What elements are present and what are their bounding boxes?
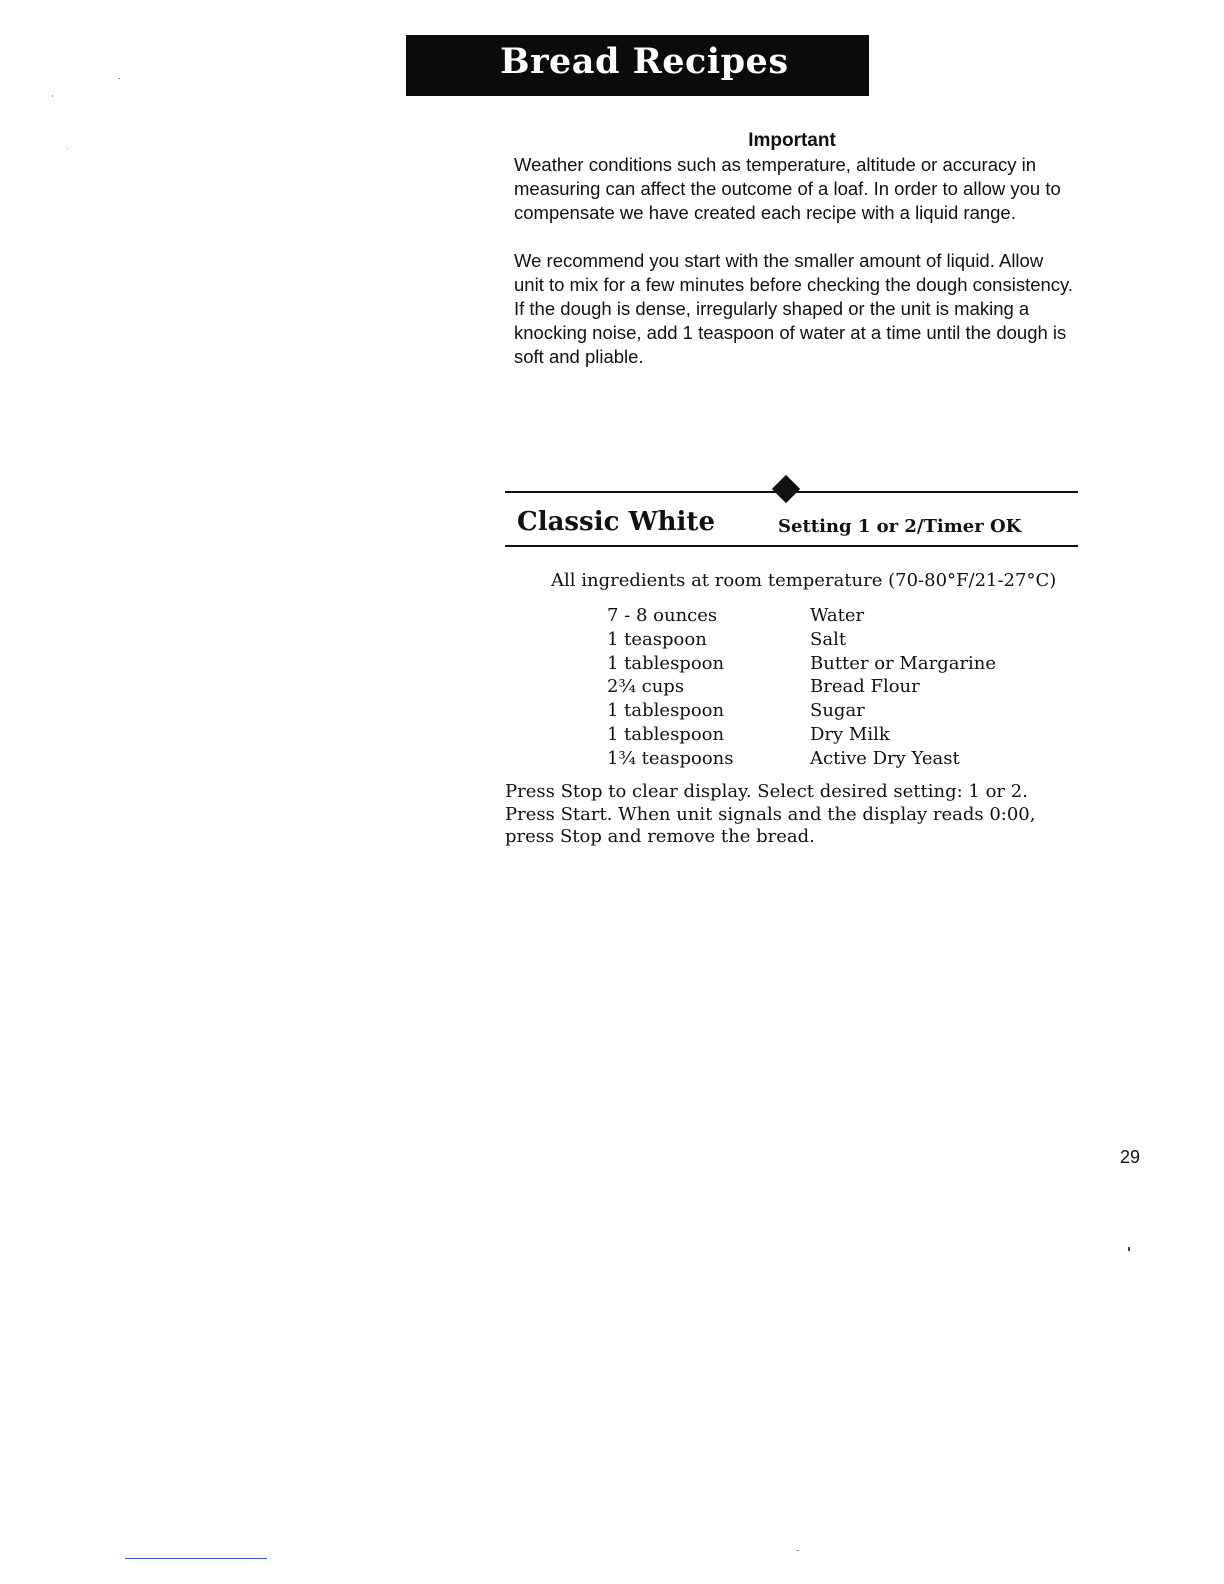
ingredient-quantity: 1¾ teaspoons <box>607 747 734 769</box>
page-number: 29 <box>1120 1147 1141 1167</box>
scan-speck <box>67 148 68 149</box>
ingredient-quantity: 1 tablespoon <box>607 700 725 722</box>
ingredient-name: Bread Flour <box>810 676 920 698</box>
important-heading: Important <box>748 130 836 151</box>
recipe-instructions: Press Stop to clear display. Select desired setting: 1 or 2. Press Start. When unit signals and the display reads 0:00, press Stop and remove the bread. <box>505 781 1036 847</box>
room-temperature-note: All ingredients at room temperature (70-80°F/21-27°C) <box>551 570 1057 591</box>
ingredient-row <box>607 628 1067 652</box>
diamond-icon <box>772 475 800 503</box>
ingredient-quantity: 1 teaspoon <box>607 628 707 650</box>
ingredient-row <box>607 652 1067 676</box>
ingredient-name: Dry Milk <box>810 723 890 745</box>
footer-rule <box>125 1558 267 1559</box>
divider <box>505 545 1078 547</box>
ingredient-row <box>607 675 1067 699</box>
ingredient-name: Sugar <box>810 700 865 722</box>
scan-speck <box>118 78 120 79</box>
ingredient-row <box>607 723 1067 747</box>
ingredient-quantity: 2¾ cups <box>607 676 685 698</box>
ingredient-name: Active Dry Yeast <box>810 747 960 769</box>
important-paragraph: We recommend you start with the smaller amount of liquid. Allow unit to mix for a few minutes before checking the dough consistency. If the dough is dense, irregularly shaped or the unit is making a knocking noise, add 1 teaspoon of water at a time until the dough is soft and pliable. <box>514 250 1074 367</box>
ingredient-quantity: 7 - 8 ounces <box>607 605 718 626</box>
ingredient-row <box>607 747 1067 771</box>
ingredient-quantity: 1 tablespoon <box>607 652 725 674</box>
scan-speck <box>796 1550 799 1551</box>
ingredient-name: Water <box>810 605 865 626</box>
scan-speck <box>52 95 53 97</box>
header-banner <box>406 35 869 96</box>
scan-speck <box>1128 1247 1130 1251</box>
ingredient-quantity: 1 tablespoon <box>607 723 725 745</box>
ingredient-list <box>607 604 1067 771</box>
ingredient-row <box>607 699 1067 723</box>
important-paragraph: Weather conditions such as temperature, altitude or accuracy in measuring can affect the outcome of a loaf. In order to allow you to compensate we have created each recipe with a liquid range. <box>514 154 1061 223</box>
recipe-setting: Setting 1 or 2/Timer OK <box>778 516 1022 537</box>
ingredient-name: Butter or Margarine <box>810 652 997 674</box>
page-title: Bread Recipes <box>500 41 789 82</box>
ingredient-row <box>607 604 1067 628</box>
recipe-title: Classic White <box>517 507 715 537</box>
ingredient-name: Salt <box>810 628 847 650</box>
